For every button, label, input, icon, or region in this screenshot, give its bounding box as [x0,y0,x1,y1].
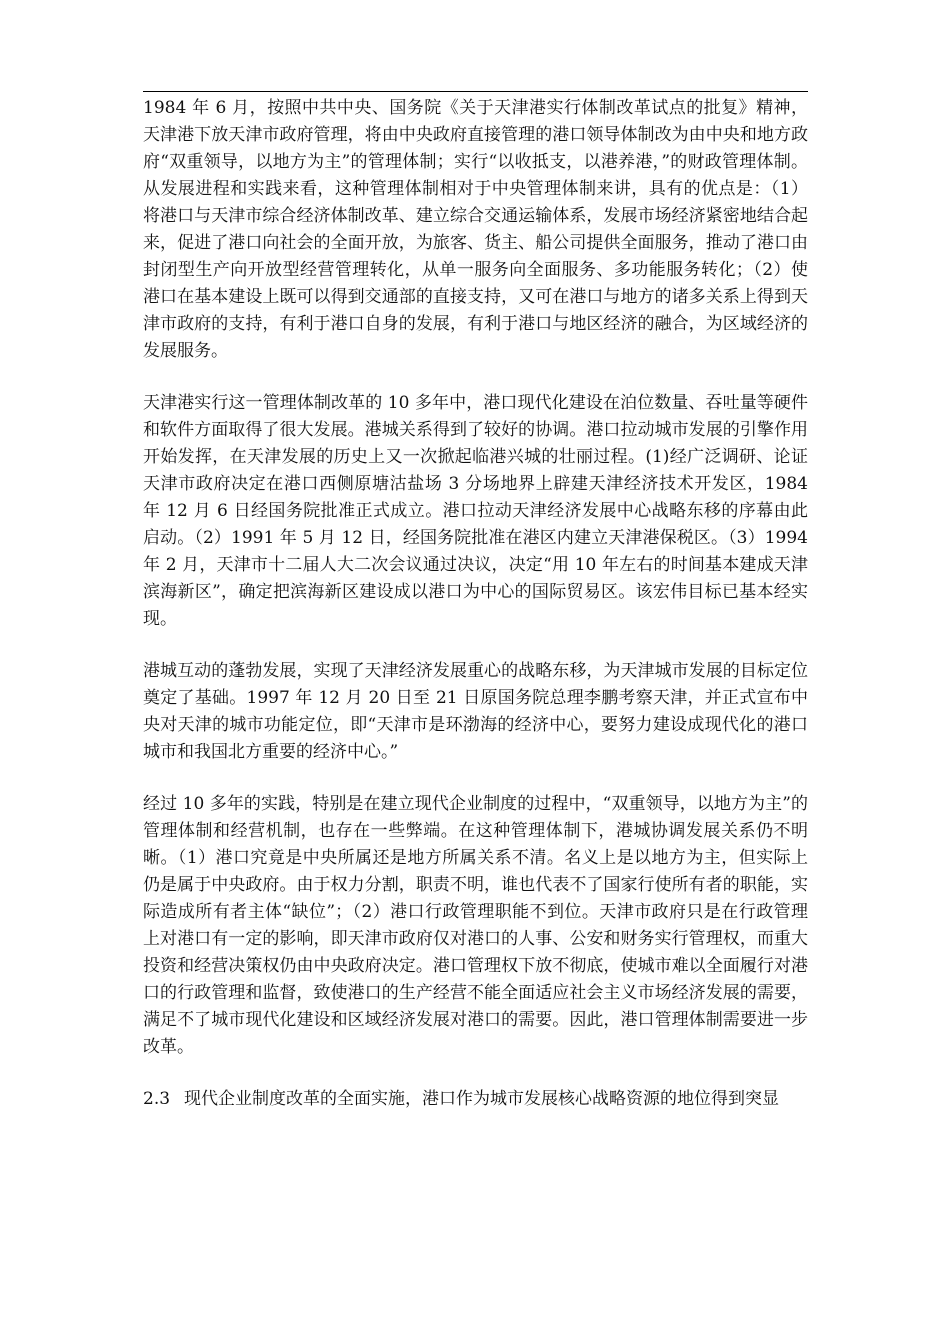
paragraph-system-drawbacks: 经过 10 多年的实践，特别是在建立现代企业制度的过程中，“双重领导，以地方为主”的管理体制和经营机制，也存在一些弊端。在这种管理体制下，港城协调发展关系仍不明晰。（1）港口究竟是中央所属还是地方所属关系不清。名义上是以地方为主，但实际上仍是属于中央政府。由于权力分割，职责不明，谁也代表不了国家行使所有者的职能，实际造成所有者主体“缺位”；（2）港口行政管理职能不到位。天津市政府只是在行政管理上对港口有一定的影响，即天津市政府仅对港口的人事、公安和财务实行管理权，而重大投资和经营决策权仍由中央政府决定。港口管理权下放不彻底，使城市难以全面履行对港口的行政管理和监督，致使港口的生产经营不能全面适应社会主义市场经济发展的需要，满足不了城市现代化建设和区域经济发展对港口的需要。因此，港口管理体制需要进一步改革。 [143,794,808,1057]
section-number: 2.3 [143,1089,171,1109]
document-body [143,95,808,1113]
section-title: 现代企业制度改革的全面实施，港口作为城市发展核心战略资源的地位得到突显 [184,1089,780,1109]
paragraph-port-development: 天津港实行这一管理体制改革的 10 多年中，港口现代化建设在泊位数量、吞吐量等硬件和软件方面取得了很大发展。港城关系得到了较好的协调。港口拉动城市发展的引擎作用开始发挥，在天津发展的历史上又一次掀起临港兴城的壮丽过程。(1)经广泛调研、论证天津市政府决定在港口西侧原塘沽盐场 3 分场地界上辟建天津经济技术开发区，1984 年 12 月 6 日经国务院批准正式成立。港口拉动天津经济发展中心战略东移的序幕由此启动。（2）1991 年 5 月 12 日，经国务院批准在港区内建立天津港保税区。（3）1994 年 2 月，天津市十二届人大二次会议通过决议，决定“用 10 年左右的时间基本建成天津滨海新区”，确定把滨海新区建设成以港口为中心的国际贸易区。该宏伟目标已基本经实现。 [143,393,808,629]
section-heading [143,1086,808,1113]
header-rule [143,91,808,92]
paragraph-1984-reform: 1984 年 6 月，按照中共中央、国务院《关于天津港实行体制改革试点的批复》精神，天津港下放天津市政府管理，将由中央政府直接管理的港口领导体制改为由中央和地方政府“双重领导，以地方为主”的管理体制；实行“以收抵支，以港养港，”的财政管理体制。从发展进程和实践来看，这种管理体制相对于中央管理体制来讲，具有的优点是：（1）将港口与天津市综合经济体制改革、建立综合交通运输体系，发展市场经济紧密地结合起来，促进了港口向社会的全面开放，为旅客、货主、船公司提供全面服务，推动了港口由封闭型生产向开放型经营管理转化，从单一服务向全面服务、多功能服务转化；（2）使港口在基本建设上既可以得到交通部的直接支持，又可在港口与地方的诸多关系上得到天津市政府的支持，有利于港口自身的发展，有利于港口与地区经济的融合，为区域经济的发展服务。 [143,98,808,361]
paragraph-city-positioning: 港城互动的蓬勃发展，实现了天津经济发展重心的战略东移，为天津城市发展的目标定位奠定了基础。1997 年 12 月 20 日至 21 日原国务院总理李鹏考察天津，并正式宣布中央对天津的城市功能定位，即“天津市是环渤海的经济中心，要努力建设成现代化的港口城市和我国北方重要的经济中心。” [143,661,808,762]
